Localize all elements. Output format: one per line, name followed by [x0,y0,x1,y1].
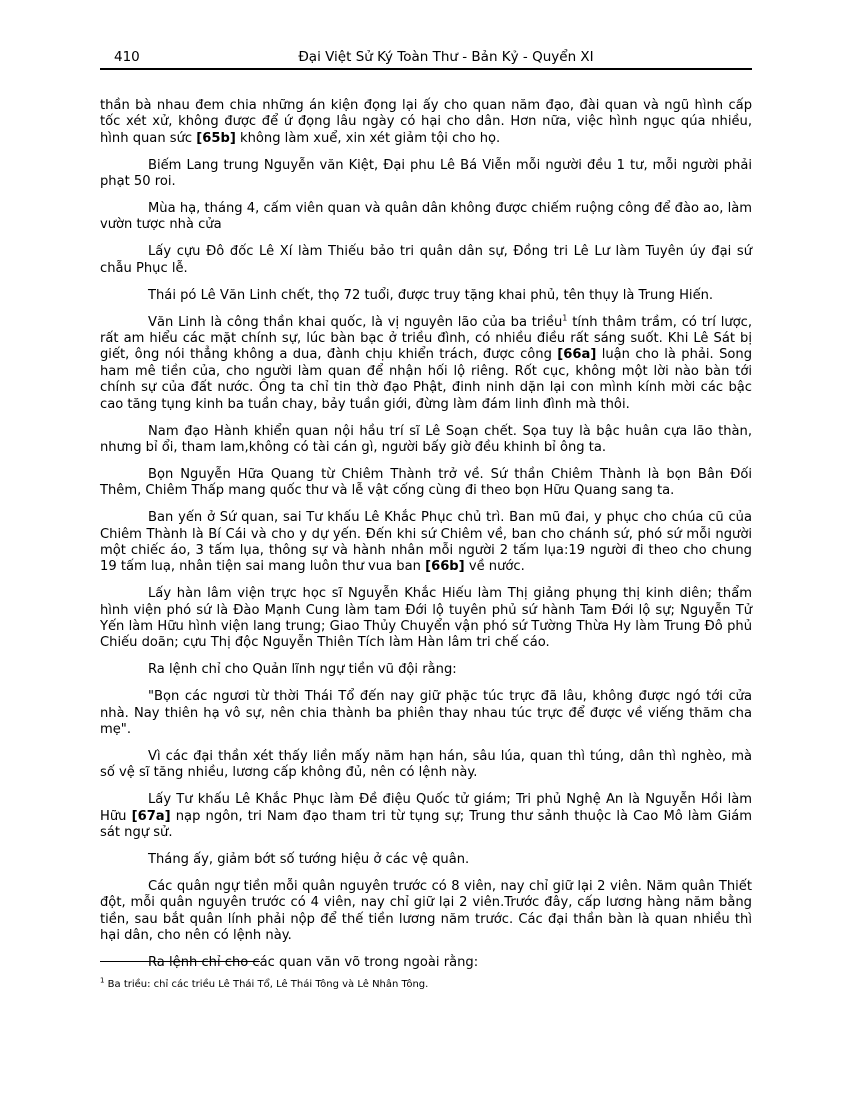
paragraph-text: về nước. [464,559,525,575]
header-rule [100,68,752,70]
folio-reference: [65b] [196,130,236,146]
folio-reference: [66a] [557,347,597,363]
paragraph [100,98,752,147]
paragraph-text: Văn Linh là công thần khai quốc, là vị nguyên lão của ba triều [148,314,563,330]
paragraph-text: Ra lệnh chỉ cho Quản lĩnh ngự tiền vũ đội rằng: [148,662,457,678]
paragraph-text: Lấy Tư khấu Lê Khắc Phục làm Đề điệu Quốc tử giám; Tri phủ Nghệ An là Nguyễn Hồi làm Hữu [100,792,752,824]
paragraph [100,315,752,413]
paragraph [100,662,752,678]
paragraph-text: Ban yến ở Sứ quan, sai Tư khấu Lê Khắc Phục chủ trì. Ban mũ đai, y phục cho chúa cũ của Chiêm Thành là Bí Cái và cho y dự yến. Đến khi sứ Chiêm về, ban cho chánh sứ, phó sứ mỗi người một chiếc áo, 3 tấm lụa, thông sự và hành nhân mỗi người 2 tấm lụa:19 người đi theo cho chung 19 tấm luạ, nhân tiện sai mang luôn thư vua ban [100,510,752,575]
paragraph [100,158,752,191]
paragraph [100,288,752,304]
paragraph-text: Bọn Nguyễn Hữa Quang từ Chiêm Thành trở về. Sứ thần Chiêm Thành là bọn Bân Đối Thêm, Chiêm Thấp mang quốc thư và lễ vật cống cùng đi theo bọn Hữu Quang sang ta. [100,466,752,499]
paragraph-text: Vì các đại thần xét thấy liền mấy năm hạn hán, sâu lúa, quan thì túng, dân thì nghèo, mà số vệ sĩ tăng nhiều, lương cấp không đủ, nên có lệnh này. [100,749,752,781]
paragraph [100,510,752,576]
footnote-text: Ba triều: chỉ các triều Lê Thái Tổ, Lê Thái Tông và Lê Nhân Tông. [104,979,429,990]
paragraph [100,749,752,782]
page-header [100,47,752,69]
paragraph [100,955,752,971]
folio-reference: [67a] [131,808,171,824]
paragraph-text: thần bà nhau đem chia những án kiện đọng lại ấy cho quan năm đạo, đài quan và ngũ hình cấp tốc xét xử, không được để ứ đọng lâu ngày có hại cho dân. Hơn nữa, việc hình ngục qúa nhiều, hình quan sức [100,98,752,146]
paragraph-text: Lấy cựu Đô đốc Lê Xí làm Thiếu bảo tri quân dân sự, Đồng tri Lê Lư làm Tuyên úy đại sứ chẫu Phục lễ. [100,244,752,276]
paragraph [100,201,752,234]
paragraph-text: "Bọn các ngươi từ thời Thái Tổ đến nay giữ phặc túc trực đã lâu, không được ngó tới cửa nhà. Nay thiên hạ vô sự, nên chia thành ba phiên thay nhau túc trực để được về viếng thăm cha mẹ". [100,689,752,738]
paragraph-text: Tháng ấy, giảm bớt số tướng hiệu ở các vệ quân. [148,852,470,868]
paragraph-text: Lấy hàn lâm viện trực học sĩ Nguyễn Khắc Hiếu làm Thị giảng phụng thị kinh diên; thẩm hình viện phó sứ là Đào Mạnh Cung làm tam Đới lộ tuyên phủ sứ hành Tam Đới lộ sự; Nguyễn Tử Yến làm Hữu hình viện lang trung; Giao Thủy Chuyển vận phó sứ Tường Thừa Hy làm Trung Đô phủ Chiếu doãn; cựu Thị độc Nguyễn Thiên Tích làm Hàn lâm tri chế cáo. [100,586,752,651]
paragraph [100,879,752,945]
paragraph [100,467,752,500]
body-text [100,98,752,982]
paragraph-text: Mùa hạ, tháng 4, cấm viên quan và quân dân không được chiếm ruộng công để đào ao, làm vườn tược nhà cửa [100,201,752,233]
paragraph-text: Các quân ngự tiền mỗi quân nguyên trước có 8 viên, nay chỉ giữ lại 2 viên. Năm quân Thiết đột, mỗi quân nguyên trước có 4 viên, nay chỉ giữ lại 2 viên.Trước đây, cấp lương hàng năm bằng tiền, sau bắt quân lính phải nộp để thế tiền lương năm trước. Các đại thần bàn là quan nhiều thì hại dân, cho nên có lệnh này. [100,878,752,944]
paragraph [100,424,752,457]
paragraph-text: tính thâm trầm, có trí lược, rất am hiểu các mặt chính sự, lúc bàn bạc ở triều đình, có nhiều điều rất sáng suốt. Khi Lê Sát bị giết, ông nói thẳng không a dua, đành chịu khiển trách, được công [100,314,753,363]
paragraph-text: Thái pó Lê Văn Linh chết, thọ 72 tuổi, được truy tặng khai phủ, tên thụy là Trung Hiến. [148,287,714,303]
paragraph [100,244,752,277]
footnote-marker: 1 [100,976,105,985]
running-title: Đại Việt Sử Ký Toàn Thư - Bản Kỷ - Quyển XI [298,49,594,65]
paragraph [100,689,752,738]
paragraph-text: không làm xuể, xin xét giảm tội cho họ. [235,130,501,146]
folio-reference: [66b] [425,559,465,575]
footnote [100,978,752,991]
paragraph-text: luận cho là phải. Song ham mê tiền của, cho người làm quan để nhận hối lộ riêng. Rốt cục, không một lời nào bàn tới chính sự của đất nước. Ông ta chỉ tin thờ đạo Phật, đinh ninh dặn lại con mình kính mời các bậc cao tăng tụng kinh ba tuần chay, bảy tuần giới, đừng làm đám linh đình mà thôi. [100,347,753,412]
paragraph [100,586,752,652]
paragraph [100,852,752,868]
paragraph [100,792,752,841]
page-number: 410 [114,49,140,65]
paragraph-text: Biếm Lang trung Nguyễn văn Kiệt, Đại phu Lê Bá Viễn mỗi người đều 1 tư, mỗi người phải phạt 50 roi. [100,157,752,190]
footnote-rule [100,961,260,962]
paragraph-text: Ra lệnh chỉ cho các quan văn võ trong ngoài rằng: [148,955,479,971]
footnote-reference: 1 [562,313,568,323]
paragraph-text: nạp ngôn, tri Nam đạo tham tri từ tụng sự; Trung thư sảnh thuộc là Cao Mô làm Giám sát ngự sử. [100,808,753,841]
paragraph-text: Nam đạo Hành khiển quan nội hầu trí sĩ Lê Soạn chết. Sọa tuy là bậc huân cựa lão thàn, nhưng bỉ ổi, tham lam,không có tài cán gì, người bấy giờ đều khinh bỉ ông ta. [100,423,752,455]
